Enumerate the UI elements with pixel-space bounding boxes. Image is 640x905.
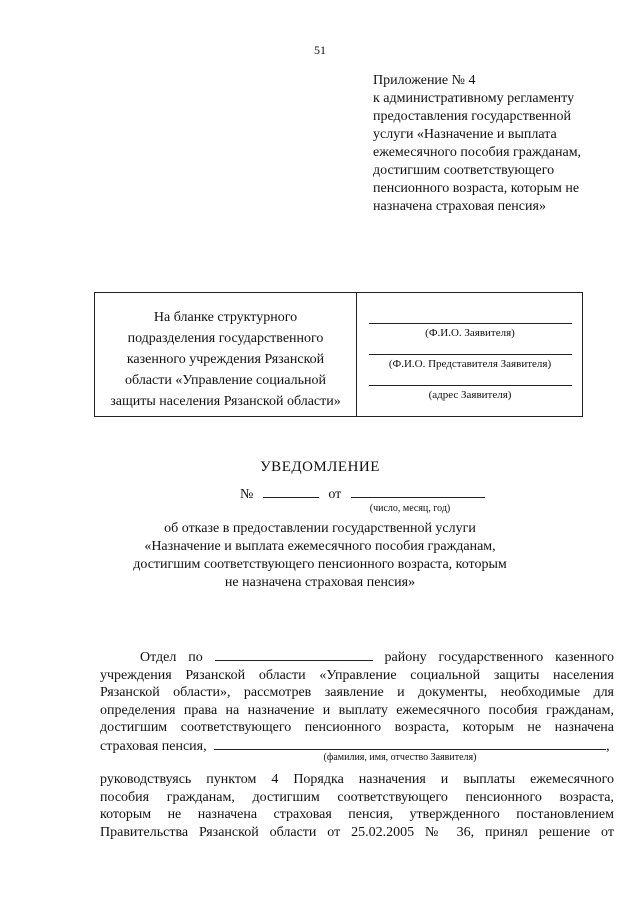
pension-text: страховая пенсия,	[100, 738, 207, 754]
notice-subject	[0, 520, 640, 592]
letterhead-line: казенного учреждения Рязанской	[126, 352, 325, 367]
letterhead-note	[95, 293, 357, 416]
applicant-address-caption: (адрес Заявителя)	[428, 389, 512, 401]
paragraph-line: достигшим соответствующего пенсионного возраста, которым не назначена	[100, 720, 614, 735]
paragraph-line	[100, 648, 614, 667]
paragraph-line: Рязанской области», рассмотрев заявление и документы, необходимые для	[100, 685, 614, 700]
representative-name-caption: (Ф.И.О. Представителя Заявителя)	[388, 358, 552, 370]
appendix-header	[373, 72, 613, 216]
applicant-address-line	[369, 385, 572, 386]
notice-number-blank	[263, 485, 319, 498]
notice-date-blank	[351, 485, 485, 498]
applicant-name-caption: (Ф.И.О. Заявителя)	[425, 327, 515, 339]
body-paragraph-1	[100, 648, 614, 755]
appendix-line: к административному регламенту	[373, 91, 575, 106]
applicant-fio-blank	[214, 737, 606, 750]
letterhead-line: области «Управление социальной	[125, 373, 326, 388]
subject-line: не назначена страховая пенсия»	[224, 575, 416, 590]
district-blank	[215, 648, 373, 661]
appendix-line: предоставления государственной	[373, 109, 572, 124]
paragraph-line: которым не назначена страховая пенсия, утвержденного постановлением	[100, 807, 614, 822]
appendix-line: назначена страховая пенсия»	[373, 199, 546, 214]
subject-line: «Назначение и выплата ежемесячного пособия гражданам,	[144, 539, 496, 554]
department-prefix: Отдел по	[140, 650, 203, 665]
appendix-line: достигшим соответствующего	[373, 163, 555, 178]
notice-number-line	[240, 485, 485, 503]
representative-name-line	[369, 354, 572, 355]
body-paragraph-2	[100, 771, 614, 841]
notice-title: УВЕДОМЛЕНИЕ	[260, 459, 380, 475]
page-number: 51	[314, 43, 326, 57]
paragraph-line: определения права на назначение и выплату ежемесячного пособия гражданам,	[100, 702, 614, 718]
paragraph-line: учреждения Рязанской области «Управление социальной защиты населения	[100, 667, 614, 683]
subject-line: достигшим соответствующего пенсионного возраста, которым	[133, 557, 507, 572]
date-caption: (число, месяц, год)	[369, 503, 451, 514]
header-box	[94, 292, 583, 417]
paragraph-line: пособия гражданам, достигшим соответствующего пенсионного возраста,	[100, 789, 614, 805]
date-prefix: от	[328, 487, 342, 502]
subject-line: об отказе в предоставлении государственной услуги	[164, 521, 476, 536]
letterhead-line: защиты населения Рязанской области»	[110, 394, 341, 409]
comma: ,	[606, 738, 610, 754]
appendix-line: Приложение № 4	[373, 73, 476, 88]
appendix-line: пенсионного возраста, которым не	[373, 181, 580, 196]
appendix-line: ежемесячного пособия гражданам,	[373, 145, 582, 160]
number-sign: №	[240, 487, 254, 502]
fio-caption: (фамилия, имя, отчество Заявителя)	[323, 752, 477, 763]
letterhead-line: На бланке структурного	[153, 310, 298, 325]
paragraph-line: руководствуясь пунктом 4 Порядка назначения и выплаты ежемесячного	[100, 772, 614, 787]
applicant-fields	[357, 293, 583, 416]
letterhead-line: подразделения государственного	[127, 331, 324, 346]
appendix-line: услуги «Назначение и выплата	[373, 127, 557, 142]
department-suffix: району государственного казенного	[384, 650, 615, 665]
applicant-name-line	[369, 323, 572, 324]
paragraph-line: Правительства Рязанской области от 25.02.2005 № 36, принял решение от	[100, 824, 614, 840]
